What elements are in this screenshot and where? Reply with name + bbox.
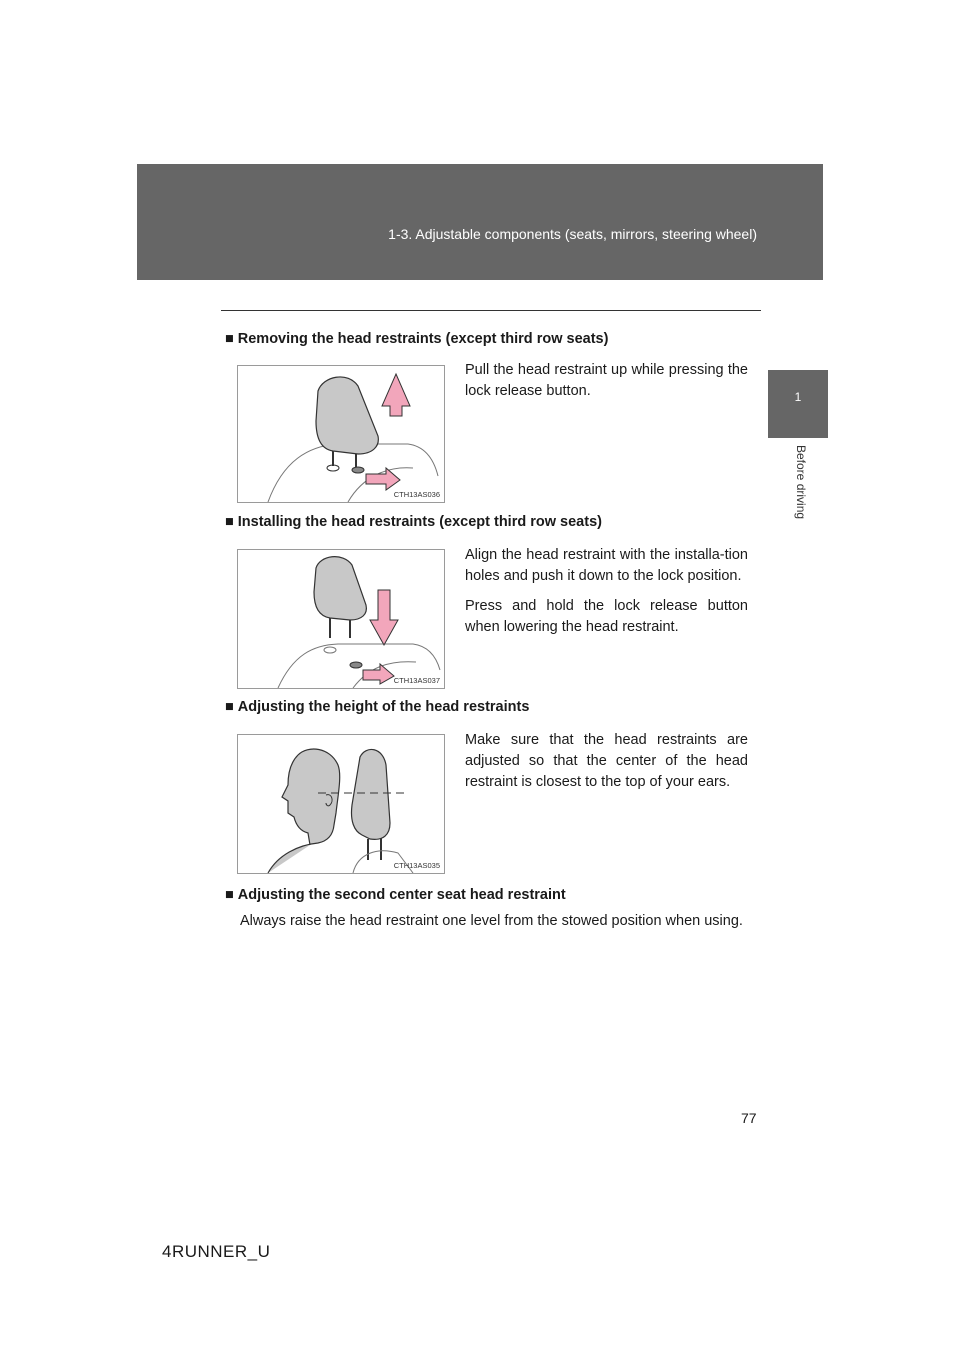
section-title: 1-3. Adjustable components (seats, mirrors, steering wheel): [388, 226, 757, 242]
description-installing: Align the head restraint with the installa-tion holes and push it down to the lock position. Press and hold the lock release button when lowering the head restraint.: [465, 547, 748, 635]
description-removing: Pull the head restraint up while pressing the lock release button.: [465, 362, 748, 399]
body-center-seat: Always raise the head restraint one level from the stowed position when using.: [240, 913, 743, 929]
figure-code: CTH13AS035: [393, 861, 440, 870]
bullet-icon: ■: [225, 887, 234, 903]
section-heading-height: ■ Adjusting the height of the head restraints: [225, 699, 530, 715]
head-restraint-height-illustration: [238, 735, 444, 873]
description-height: Make sure that the head restraints are adjusted so that the center of the head restraint is closest to the top of your ears.: [465, 732, 748, 790]
bullet-icon: ■: [225, 699, 234, 715]
arrow-up-icon: [382, 374, 410, 416]
section-heading-installing: ■ Installing the head restraints (except third row seats): [225, 514, 602, 530]
page-number: 77: [741, 1110, 757, 1126]
figure-removing: [237, 365, 445, 503]
bullet-icon: ■: [225, 514, 234, 530]
section-heading-center-seat: ■ Adjusting the second center seat head restraint: [225, 887, 566, 903]
head-restraint-removal-illustration: [238, 366, 444, 502]
bullet-icon: ■: [225, 331, 234, 347]
model-code: 4RUNNER_U: [162, 1242, 271, 1261]
figure-code: CTH13AS036: [393, 490, 440, 499]
arrow-down-icon: [370, 590, 398, 645]
chapter-tab: [768, 370, 828, 438]
header-rule: [221, 310, 761, 311]
chapter-number: 1: [794, 390, 802, 404]
figure-installing: [237, 549, 445, 689]
figure-code: CTH13AS037: [393, 676, 440, 685]
section-header-band: [137, 164, 823, 280]
chapter-label: Before driving: [794, 445, 808, 520]
head-restraint-installation-illustration: [238, 550, 444, 688]
section-heading-removing: ■ Removing the head restraints (except third row seats): [225, 331, 609, 347]
figure-height: [237, 734, 445, 874]
